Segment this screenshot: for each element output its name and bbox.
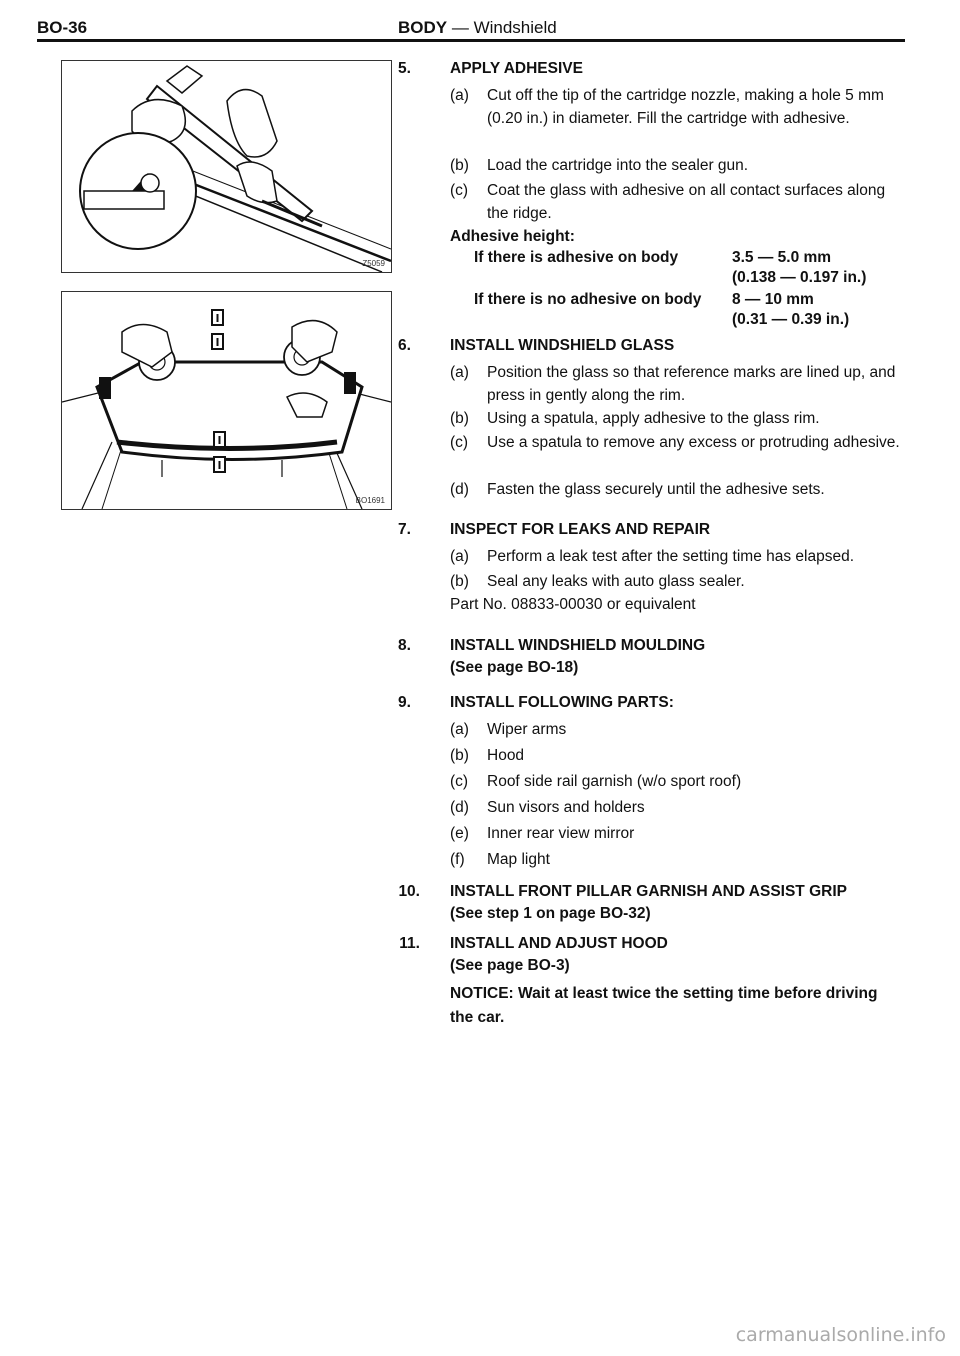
item-label: (f) [450, 851, 465, 868]
spec-value-inch: (0.138 — 0.197 in.) [732, 269, 867, 286]
step-title: APPLY ADHESIVE [450, 60, 583, 77]
item-label: (a) [450, 548, 469, 565]
figure-code: BO1691 [355, 496, 385, 505]
step-title: INSTALL FRONT PILLAR GARNISH AND ASSIST GRIP [450, 883, 847, 900]
spec-value-inch: (0.31 — 0.39 in.) [732, 311, 850, 328]
item-text: Roof side rail garnish (w/o sport roof) [487, 773, 742, 790]
step-reference: (See page BO-18) [450, 659, 579, 676]
title-separator: — [447, 18, 474, 37]
figure-apply-adhesive [61, 60, 392, 273]
subsection-name: Windshield [473, 18, 557, 37]
item-label: (e) [450, 825, 469, 842]
header-rule [37, 39, 905, 42]
step-title: INSPECT FOR LEAKS AND REPAIR [450, 521, 711, 538]
item-text: Cut off the tip of the cartridge nozzle, making a hole 5 mm (0.20 in.) in diameter. Fill the cartridge with adhesive. [487, 87, 884, 127]
page-number: BO-36 [37, 18, 88, 37]
item-label: (b) [450, 157, 469, 174]
step-number: 6. [398, 337, 411, 354]
item-label: (d) [450, 481, 469, 498]
item-label: (b) [450, 410, 469, 427]
step-title: INSTALL AND ADJUST HOOD [450, 935, 668, 952]
step-reference: (See step 1 on page BO-32) [450, 905, 651, 922]
item-text: Position the glass so that reference marks are lined up, and press in gently along the rim. [487, 364, 896, 404]
item-text: Hood [487, 747, 525, 764]
item-text: Seal any leaks with auto glass sealer. [487, 573, 745, 590]
spec-value: 3.5 — 5.0 mm [732, 249, 832, 266]
step-title: INSTALL FOLLOWING PARTS: [450, 694, 674, 711]
step-reference: (See page BO-3) [450, 957, 570, 974]
figure-install-glass [61, 291, 392, 510]
step-number: 9. [398, 694, 411, 711]
notice: NOTICE: Wait at least twice the setting time before driving the car. [450, 985, 878, 1026]
item-text: Map light [487, 851, 550, 868]
item-label: (b) [450, 747, 469, 764]
step-number: 11. [399, 935, 420, 952]
item-text: Load the cartridge into the sealer gun. [487, 157, 749, 174]
step-number: 8. [398, 637, 411, 654]
spec-condition: If there is no adhesive on body [474, 291, 702, 308]
item-text: Wiper arms [487, 721, 567, 738]
step-title: INSTALL WINDSHIELD GLASS [450, 337, 675, 354]
figure-code: Z5059 [362, 259, 385, 268]
item-text: Inner rear view mirror [487, 825, 635, 842]
spec-value: 8 — 10 mm [732, 291, 814, 308]
step-number: 10. [398, 883, 420, 900]
item-text: Using a spatula, apply adhesive to the glass rim. [487, 410, 820, 427]
item-text: Sun visors and holders [487, 799, 645, 816]
section-name: BODY [398, 18, 448, 37]
page-title [398, 18, 557, 38]
windshield-installation-illustration [62, 292, 391, 509]
step-number: 7. [398, 521, 411, 538]
spec-condition: If there is adhesive on body [474, 249, 679, 266]
item-text: Fasten the glass securely until the adhesive sets. [487, 481, 825, 498]
item-label: (c) [450, 434, 469, 451]
step-title: INSTALL WINDSHIELD MOULDING [450, 637, 706, 654]
item-label: (a) [450, 87, 469, 104]
step-number: 5. [398, 60, 411, 77]
item-label: (a) [450, 721, 469, 738]
spec-heading: Adhesive height: [450, 228, 575, 245]
item-label: (c) [450, 182, 469, 199]
adhesive-gun-illustration [62, 61, 391, 272]
item-label: (a) [450, 364, 469, 381]
item-text: Perform a leak test after the setting time has elapsed. [487, 548, 855, 565]
part-number-note: Part No. 08833-00030 or equivalent [450, 596, 696, 613]
item-label: (c) [450, 773, 469, 790]
item-text: Coat the glass with adhesive on all contact surfaces along the ridge. [487, 182, 886, 222]
watermark: carmanualsonline.info [735, 1324, 946, 1346]
item-label: (b) [450, 573, 469, 590]
item-label: (d) [450, 799, 469, 816]
item-text: Use a spatula to remove any excess or protruding adhesive. [487, 434, 900, 451]
